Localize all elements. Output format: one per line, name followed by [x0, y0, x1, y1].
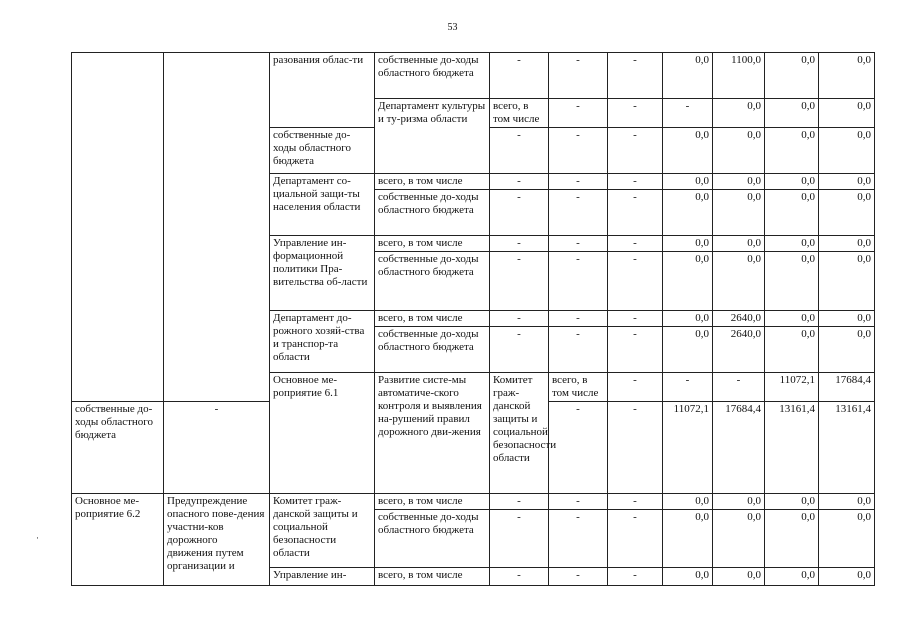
value-cell: 0,0: [663, 494, 713, 510]
value-cell: -: [490, 252, 549, 311]
value-cell: 0,0: [819, 174, 875, 190]
value-cell: -: [608, 190, 663, 236]
value-cell: 1100,0: [713, 53, 765, 99]
value-cell: -: [490, 236, 549, 252]
activity-name-cell: Предупреждение опасного пове-дения участни-ков дорожного движения путем организации и: [164, 494, 270, 586]
value-cell: 0,0: [819, 128, 875, 174]
executor-cell: Управление ин-: [270, 568, 375, 586]
value-cell: 17684,4: [713, 402, 765, 494]
value-cell: 0,0: [819, 494, 875, 510]
value-cell: 0,0: [663, 190, 713, 236]
value-cell: 0,0: [819, 568, 875, 586]
value-cell: -: [608, 568, 663, 586]
funding-source-cell: всего, в том числе: [549, 373, 608, 402]
executor-cell: Департамент со-циальной защи-ты населения области: [270, 174, 375, 236]
value-cell: -: [549, 236, 608, 252]
value-cell: 0,0: [713, 510, 765, 568]
value-cell: -: [490, 174, 549, 190]
value-cell: 0,0: [819, 236, 875, 252]
activity-label-cell: Основное ме-роприятие 6.1: [270, 373, 375, 494]
value-cell: 0,0: [765, 252, 819, 311]
value-cell: -: [608, 494, 663, 510]
value-cell: -: [490, 128, 549, 174]
value-cell: 0,0: [819, 327, 875, 373]
value-cell: -: [549, 510, 608, 568]
value-cell: 0,0: [663, 568, 713, 586]
value-cell: -: [549, 174, 608, 190]
value-cell: -: [608, 236, 663, 252]
value-cell: -: [549, 402, 608, 494]
value-cell: 0,0: [713, 128, 765, 174]
funding-source-cell: собственные до-ходы областного бюджета: [375, 190, 490, 236]
value-cell: 2640,0: [713, 311, 765, 327]
value-cell: -: [608, 252, 663, 311]
value-cell: 0,0: [765, 568, 819, 586]
funding-source-cell: всего, в том числе: [375, 236, 490, 252]
value-cell: 0,0: [713, 99, 765, 128]
value-cell: -: [608, 373, 663, 402]
value-cell: 0,0: [765, 311, 819, 327]
value-cell: -: [713, 373, 765, 402]
value-cell: 0,0: [713, 190, 765, 236]
funding-source-cell: всего, в том числе: [375, 311, 490, 327]
value-cell: -: [549, 494, 608, 510]
activity-label-cell: Основное ме-роприятие 6.2: [72, 494, 164, 586]
value-cell: 13161,4: [765, 402, 819, 494]
value-cell: 0,0: [663, 510, 713, 568]
value-cell: -: [549, 128, 608, 174]
value-cell: -: [490, 190, 549, 236]
value-cell: 0,0: [819, 510, 875, 568]
value-cell: 0,0: [765, 510, 819, 568]
value-cell: 13161,4: [819, 402, 875, 494]
value-cell: 0,0: [713, 252, 765, 311]
value-cell: -: [490, 568, 549, 586]
value-cell: -: [490, 494, 549, 510]
value-cell: 0,0: [663, 236, 713, 252]
value-cell: 0,0: [765, 236, 819, 252]
value-cell: -: [549, 99, 608, 128]
value-cell: 11072,1: [663, 402, 713, 494]
value-cell: 0,0: [663, 311, 713, 327]
value-cell: -: [490, 327, 549, 373]
table-row: [72, 494, 875, 510]
funding-source-cell: всего, в том числе: [490, 99, 549, 128]
value-cell: -: [549, 568, 608, 586]
funding-source-cell: собственные до-ходы областного бюджета: [270, 128, 375, 174]
value-cell: -: [608, 128, 663, 174]
value-cell: -: [608, 99, 663, 128]
value-cell: -: [549, 311, 608, 327]
margin-mark: ·: [36, 533, 39, 543]
executor-cell: Комитет граж-данской защиты и социальной безопасности области: [270, 494, 375, 568]
value-cell: 0,0: [765, 53, 819, 99]
value-cell: -: [490, 311, 549, 327]
activity-label-cell: [72, 53, 164, 402]
value-cell: -: [608, 53, 663, 99]
value-cell: 17684,4: [819, 373, 875, 402]
value-cell: 0,0: [765, 327, 819, 373]
value-cell: -: [608, 174, 663, 190]
value-cell: 0,0: [663, 128, 713, 174]
value-cell: -: [608, 510, 663, 568]
value-cell: 0,0: [819, 99, 875, 128]
activity-name-cell: [164, 53, 270, 402]
funding-source-cell: собственные до-ходы областного бюджета: [72, 402, 164, 494]
value-cell: 0,0: [765, 99, 819, 128]
funding-source-cell: всего, в том числе: [375, 174, 490, 190]
page-number: 53: [447, 22, 458, 33]
value-cell: -: [549, 53, 608, 99]
executor-cell: разования облас-ти: [270, 53, 375, 128]
value-cell: -: [549, 252, 608, 311]
value-cell: 0,0: [713, 174, 765, 190]
funding-source-cell: собственные до-ходы областного бюджета: [375, 327, 490, 373]
executor-cell: Комитет граж-данской защиты и социальной безопасности области: [490, 373, 549, 494]
executor-cell: Департамент культуры и ту-ризма области: [375, 99, 490, 174]
value-cell: 0,0: [765, 190, 819, 236]
value-cell: 2640,0: [713, 327, 765, 373]
value-cell: 0,0: [663, 53, 713, 99]
funding-source-cell: всего, в том числе: [375, 494, 490, 510]
value-cell: -: [549, 190, 608, 236]
value-cell: 0,0: [819, 53, 875, 99]
value-cell: -: [608, 327, 663, 373]
budget-table: [71, 52, 875, 586]
value-cell: -: [608, 402, 663, 494]
value-cell: -: [663, 373, 713, 402]
value-cell: -: [663, 99, 713, 128]
funding-source-cell: собственные до-ходы областного бюджета: [375, 53, 490, 99]
value-cell: 0,0: [765, 128, 819, 174]
executor-cell: Управление ин-формационной политики Пра-вительства об-ласти: [270, 236, 375, 311]
value-cell: 0,0: [713, 236, 765, 252]
executor-cell: Департамент до-рожного хозяй-ства и транспор-та области: [270, 311, 375, 373]
value-cell: -: [164, 402, 270, 494]
value-cell: 0,0: [819, 311, 875, 327]
table-row: [72, 53, 875, 99]
value-cell: -: [490, 53, 549, 99]
value-cell: 0,0: [663, 174, 713, 190]
value-cell: 0,0: [819, 252, 875, 311]
funding-source-cell: всего, в том числе: [375, 568, 490, 586]
value-cell: -: [549, 327, 608, 373]
value-cell: 0,0: [663, 252, 713, 311]
value-cell: 0,0: [713, 494, 765, 510]
funding-source-cell: собственные до-ходы областного бюджета: [375, 252, 490, 311]
value-cell: 11072,1: [765, 373, 819, 402]
value-cell: 0,0: [713, 568, 765, 586]
value-cell: 0,0: [765, 174, 819, 190]
funding-source-cell: собственные до-ходы областного бюджета: [375, 510, 490, 568]
value-cell: 0,0: [765, 494, 819, 510]
activity-name-cell: Развитие систе-мы автоматиче-ского контроля и выявления на-рушений правил дорожного дви-жения: [375, 373, 490, 494]
value-cell: 0,0: [819, 190, 875, 236]
value-cell: -: [608, 311, 663, 327]
value-cell: 0,0: [663, 327, 713, 373]
value-cell: -: [490, 510, 549, 568]
